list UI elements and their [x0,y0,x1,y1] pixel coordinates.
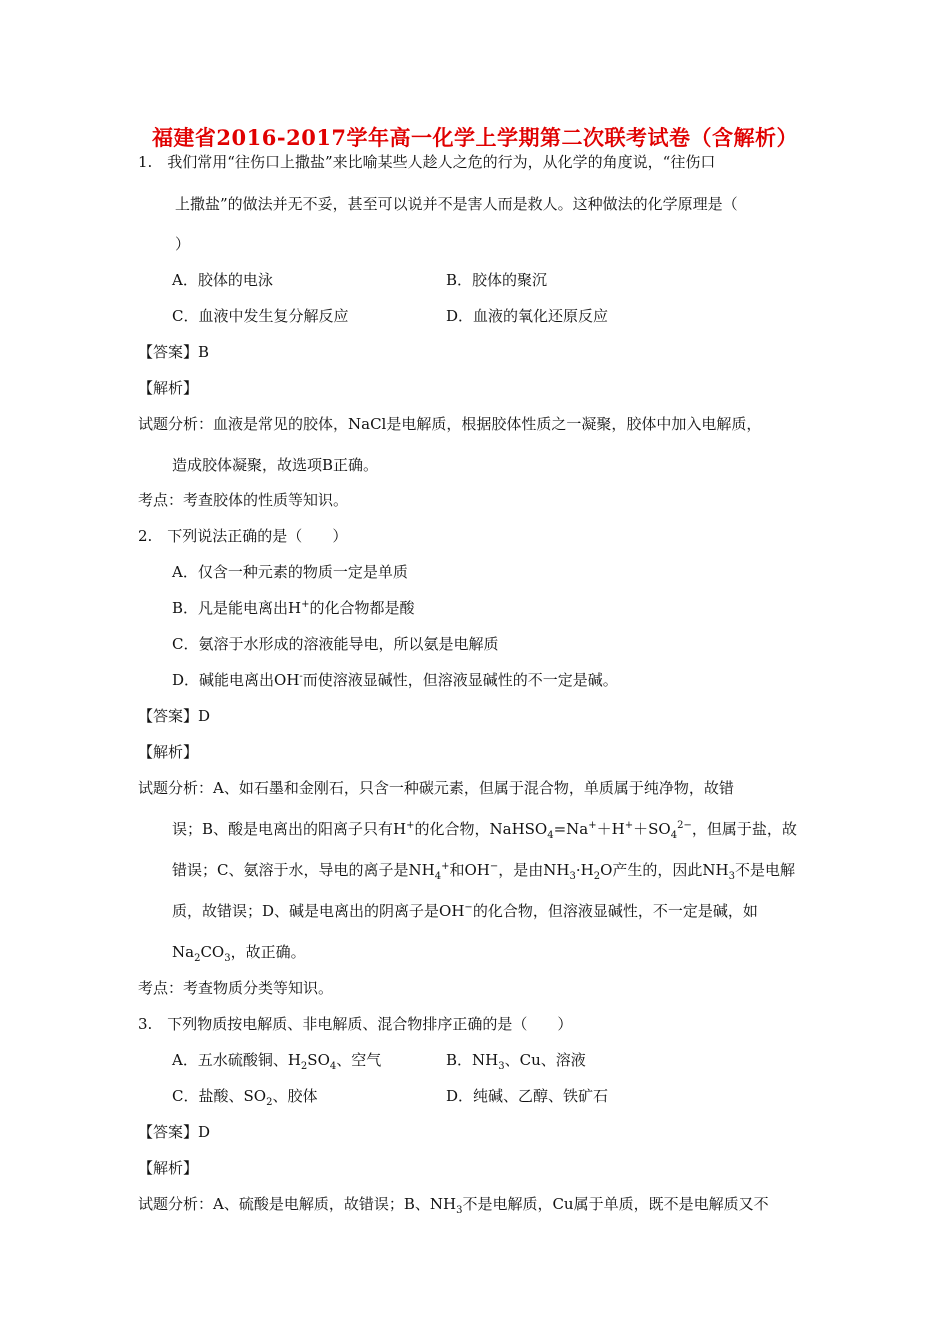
q3-option-c: C．盐酸、$SO_2$、胶体 [172,1087,318,1108]
q2-option-b: B．凡是能电离出H+的化合物都是酸 [172,599,415,617]
q1-option-c: C．血液中发生复分解反应 [172,307,349,325]
q1-stem-line1: 1. 我们常用“往伤口上撒盐”来比喻某些人趁人之危的行为，从化学的角度说，“往伤口 [138,153,716,171]
q1-option-d: D．血液的氧化还原反应 [446,307,609,325]
q2-analysis-line5: $Na_2CO_3$，故正确。 [172,943,306,964]
q2-jiexi-heading: 【解析】 [138,743,199,761]
q2-kaodian: 考点：考查物质分类等知识。 [138,979,334,997]
q1-answer: 【答案】B [138,343,210,361]
q2-analysis-line4: 质，故错误；D、碱是电离出的阴离子是OH−的化合物，但溶液显碱性，不一定是碱，如 [172,902,758,920]
q3-option-a: A．五水硫酸铜、$H_2SO_4$、空气 [172,1051,382,1072]
q2-option-d: D．碱能电离出OH-而使溶液显碱性，但溶液显碱性的不一定是碱。 [172,671,618,689]
q2-option-c: C．氨溶于水形成的溶液能导电，所以氨是电解质 [172,635,499,653]
q1-option-a: A．胶体的电泳 [172,271,273,289]
q1-stem-line2: 上撒盐”的做法并无不妥，甚至可以说并不是害人而是救人。这种做法的化学原理是（ [175,195,738,213]
q2-option-a: A．仅含一种元素的物质一定是单质 [172,563,408,581]
q2-analysis-line1: 试题分析：A、如石墨和金刚石，只含一种碳元素，但属于混合物，单质属于纯净物，故错 [138,779,734,797]
q2-analysis-line2: 误；B、酸是电离出的阳离子只有H+的化合物，$NaHSO_4=Na^++H^++SO_4^{2-}$，但属于盐，故 [172,820,797,841]
q1-option-b: B．胶体的聚沉 [446,271,548,289]
q3-answer: 【答案】D [138,1123,211,1141]
q1-analysis-line2: 造成胶体凝聚，故选项B正确。 [172,456,379,474]
q3-option-b: B．$NH_3$、Cu、溶液 [446,1051,586,1072]
q2-stem: 2. 下列说法正确的是（ ） [138,527,348,545]
q1-kaodian: 考点：考查胶体的性质等知识。 [138,491,349,509]
q3-option-d: D．纯碱、乙醇、铁矿石 [446,1087,609,1105]
q1-stem-line3: ） [175,235,191,253]
q1-analysis-line1: 试题分析：血液是常见的胶体，NaCl是电解质，根据胶体性质之一凝聚，胶体中加入电解质， [138,415,762,433]
q1-jiexi-heading: 【解析】 [138,379,199,397]
document-title: 福建省2016-2017学年高一化学上学期第二次联考试卷（含解析） [151,125,799,150]
q3-jiexi-heading: 【解析】 [138,1159,199,1177]
q3-analysis-line1: 试题分析：A、硫酸是电解质，故错误；B、$NH_3$不是电解质，Cu属于单质，既不是电解质又不 [138,1195,769,1216]
q3-stem: 3. 下列物质按电解质、非电解质、混合物排序正确的是（ ） [138,1015,573,1033]
q2-analysis-line3: 错误；C、氨溶于水，导电的离子是$NH_4^+$和OH−，是由$NH_3\cdot H_2O$产生的，因此$NH_3$不是电解 [172,861,795,882]
q2-answer: 【答案】D [138,707,211,725]
